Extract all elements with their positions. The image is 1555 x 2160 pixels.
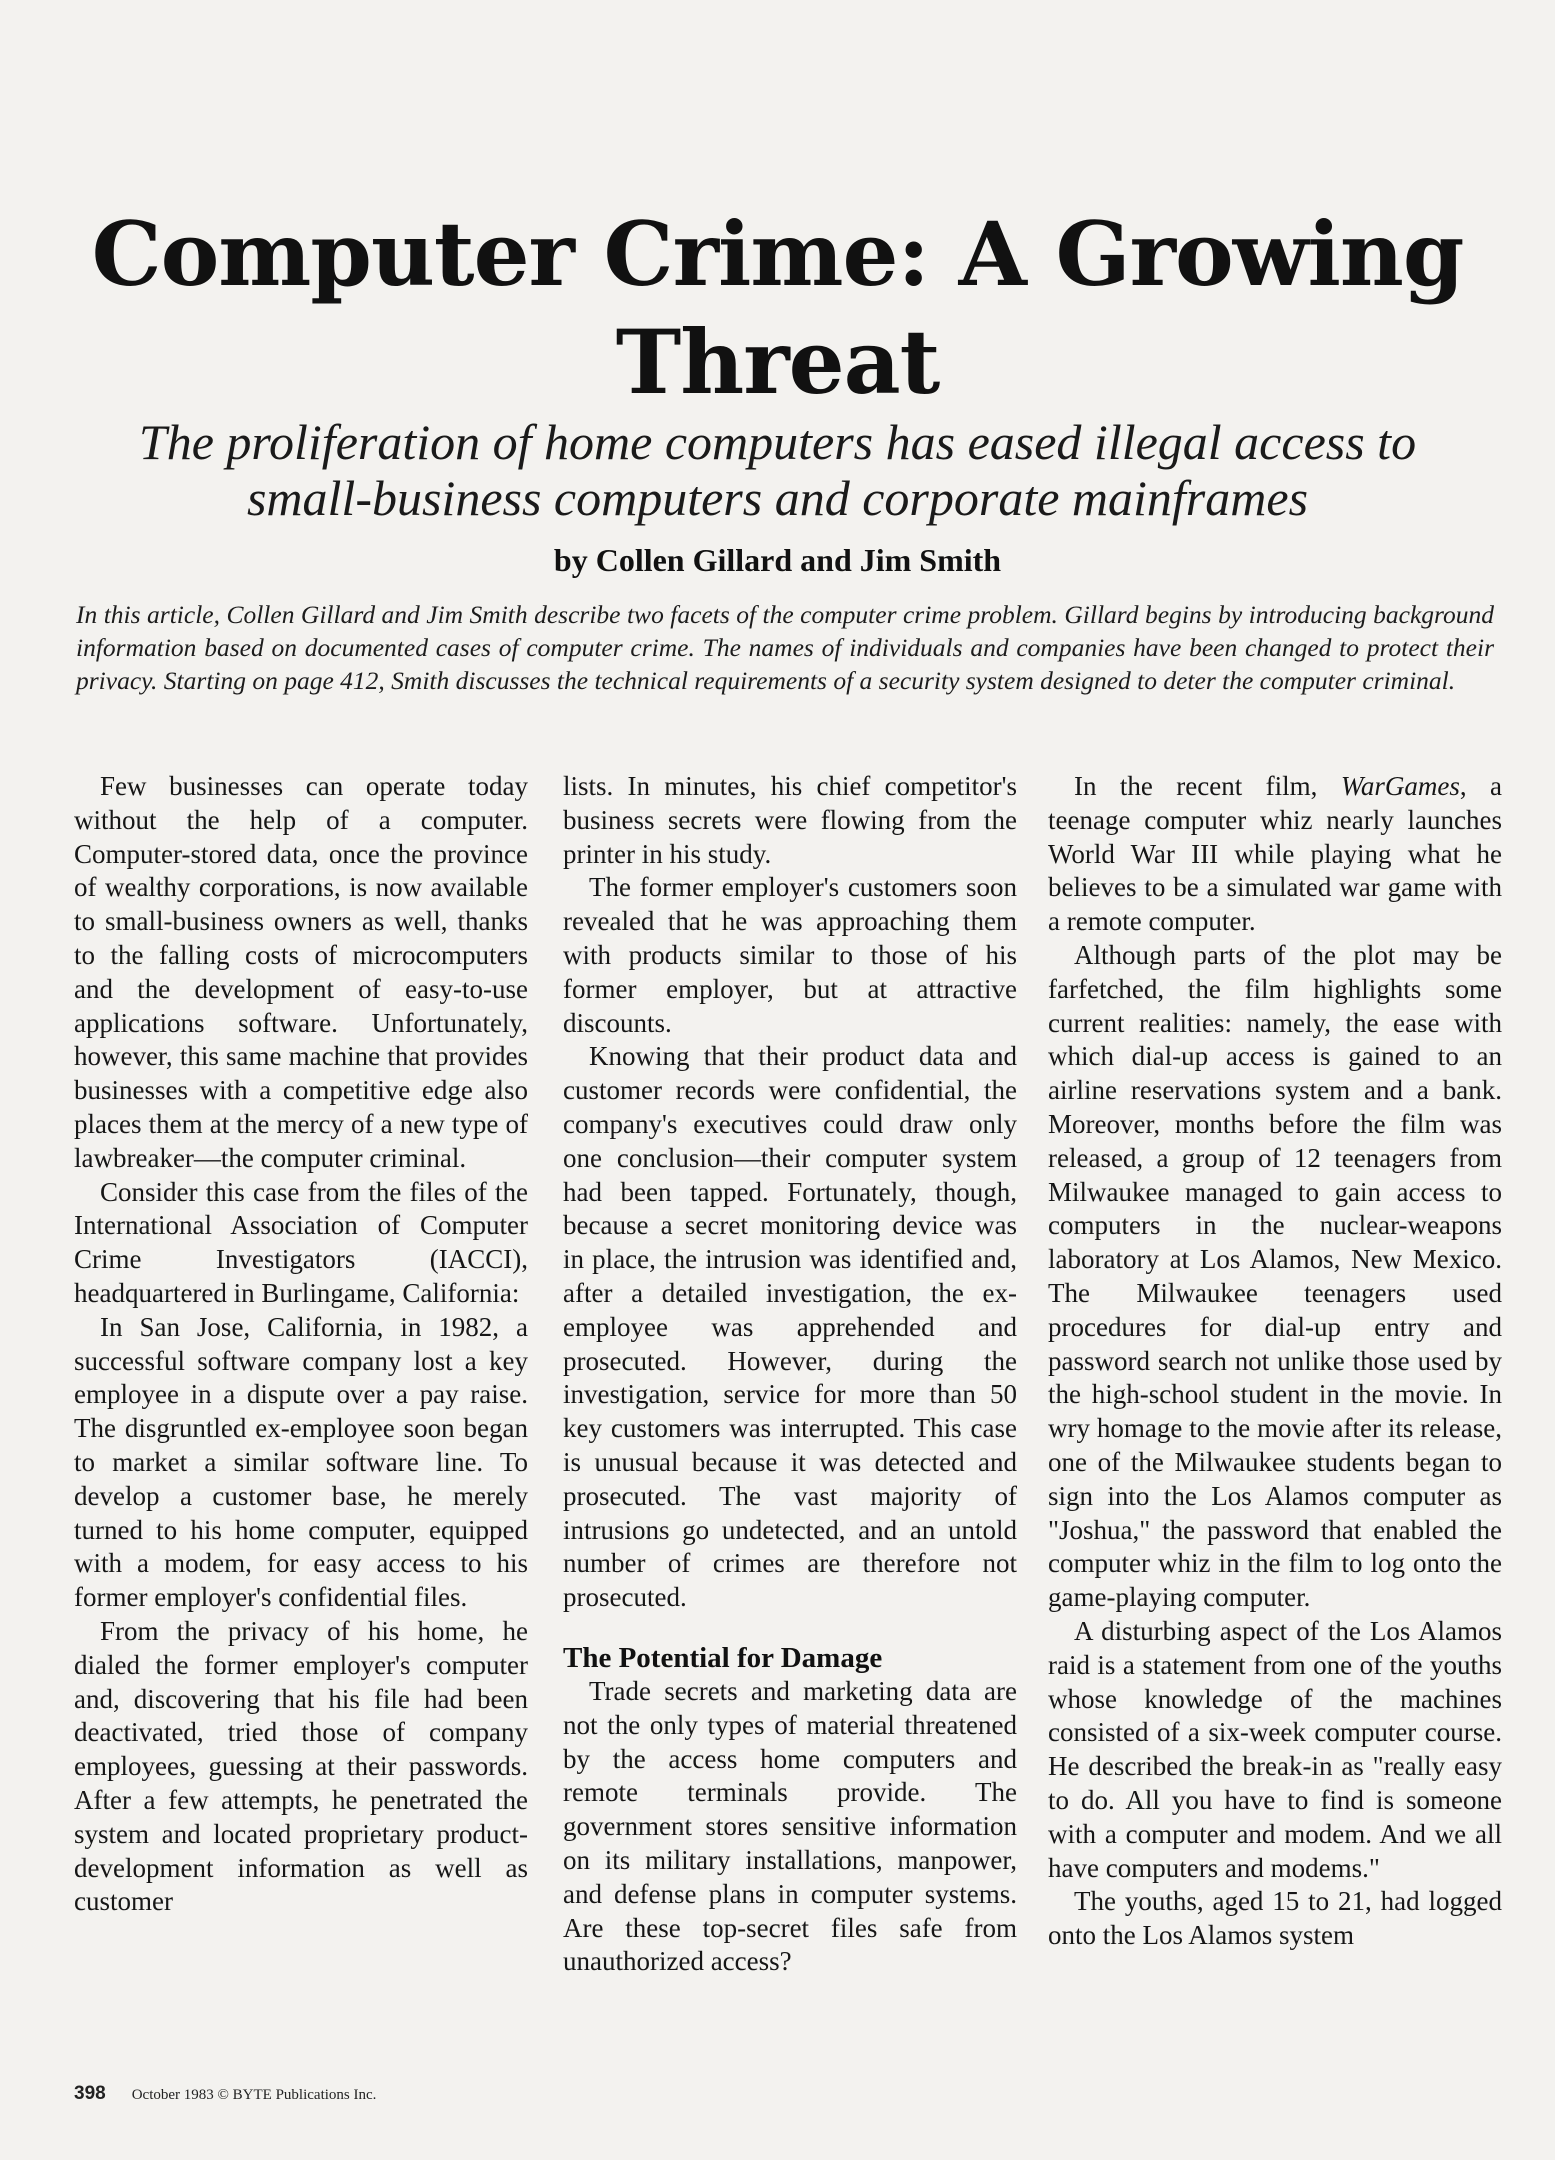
paragraph: The youths, aged 15 to 21, had logged onto the Los Alamos system bbox=[1048, 1886, 1502, 1951]
section-heading: The Potential for Damage bbox=[563, 1641, 883, 1674]
paragraph: Trade secrets and marketing data are not the only types of material threatened by the access home computers and remote terminals provide. The government stores sensitive information on its military installations, manpower, and defense plans in computer systems. Are these top-secret files safe from unauthorized access? bbox=[563, 1675, 1017, 1977]
text-run: In the recent film, bbox=[1074, 771, 1341, 801]
article-byline: by Collen Gillard and Jim Smith bbox=[553, 542, 1002, 578]
issue-credit: October 1983 © BYTE Publications Inc. bbox=[131, 2087, 377, 2103]
text-column-2 bbox=[563, 770, 1017, 1979]
page-footer bbox=[74, 2084, 376, 2105]
paragraph: Although parts of the plot may be farfetched, the film highlights some current realities: namely, the ease with which dial-up access is gained to an airline reservations system and a bank. Moreover, months before the film was released, a group of 12 teenagers from Milwaukee managed to gain access to computers in the nuclear-weapons laboratory at Los Alamos, New Mexico. The Milwaukee teenagers used procedures for dial-up entry and password search not unlike those used by the high-school student in the movie. In wry homage to the movie after its release, one of the Milwaukee students began to sign into the Los Alamos computer as "Joshua," the password that enabled the computer whiz in the film to log onto the game-playing computer. bbox=[1048, 939, 1502, 1613]
article-intro: In this article, Collen Gillard and Jim Smith describe two facets of the computer crime problem. Gillard begins by introducing background information based on documented cases of computer crime. The names of individuals and companies have been changed to protect their privacy. Starting on page 412, Smith discusses the technical requirements of a security system designed to deter the computer criminal. bbox=[76, 600, 1494, 695]
paragraph: Few businesses can operate today without the help of a computer. Computer-stored data, once the province of wealthy corporations, is now available to small-business owners as well, thanks to the falling costs of microcomputers and the development of easy-to-use applications software. Unfortunately, however, this same machine that provides businesses with a competitive edge also places them at the mercy of a new type of lawbreaker—the computer criminal. bbox=[74, 771, 528, 1173]
paragraph: lists. In minutes, his chief competitor's business secrets were flowing from the printer in his study. bbox=[563, 771, 1017, 869]
paragraph: Consider this case from the files of the International Association of Computer Crime Investigators (IACCI), headquartered in Burlingame, California: bbox=[74, 1176, 528, 1308]
paragraph: In San Jose, California, in 1982, a successful software company lost a key employee in a dispute over a pay raise. The disgruntled ex-employee soon began to market a similar software line. To develop a customer base, he merely turned to his home computer, equipped with a modem, for easy access to his former employer's confidential files. bbox=[74, 1311, 528, 1613]
paragraph bbox=[1048, 770, 1502, 939]
paragraph: A disturbing aspect of the Los Alamos raid is a statement from one of the youths whose knowledge of the machines consisted of a six-week computer course. He described the break-in as "really easy to do. All you have to find is someone with a computer and modem. And we all have computers and modems." bbox=[1048, 1615, 1502, 1883]
text-column-1 bbox=[74, 770, 528, 1919]
article-subtitle: The proliferation of home computers has eased illegal access to small-business computers and corporate mainframes bbox=[138, 414, 1417, 526]
paragraph: Knowing that their product data and customer records were confidential, the company's executives could draw only one conclusion—their computer system had been tapped. Fortunately, though, because a secret monitoring device was in place, the intrusion was identified and, after a detailed investigation, the ex-employee was apprehended and prosecuted. However, during the investigation, service for more than 50 key customers was interrupted. This case is unusual because it was detected and prosecuted. The vast majority of intrusions go undetected, and an untold number of crimes are therefore not prosecuted. bbox=[563, 1041, 1017, 1613]
text-column-3 bbox=[1048, 770, 1502, 1953]
paragraph: The former employer's customers soon revealed that he was approaching them with products similar to those of his former employer, but at attractive discounts. bbox=[563, 872, 1017, 1038]
page-number: 398 bbox=[74, 2083, 106, 2104]
paragraph: From the privacy of his home, he dialed the former employer's computer and, discovering that his file had been deactivated, tried those of company employees, guessing at their passwords. After a few attempts, he penetrated the system and located proprietary product-development information as well as customer bbox=[74, 1615, 528, 1917]
film-title: WarGames bbox=[1340, 771, 1460, 801]
article-title: Computer Crime: A Growing Threat bbox=[91, 202, 1464, 414]
text-run: , a teenage computer whiz nearly launches World War III while playing what he believes to be a simulated war game with a remote computer. bbox=[1048, 771, 1503, 937]
